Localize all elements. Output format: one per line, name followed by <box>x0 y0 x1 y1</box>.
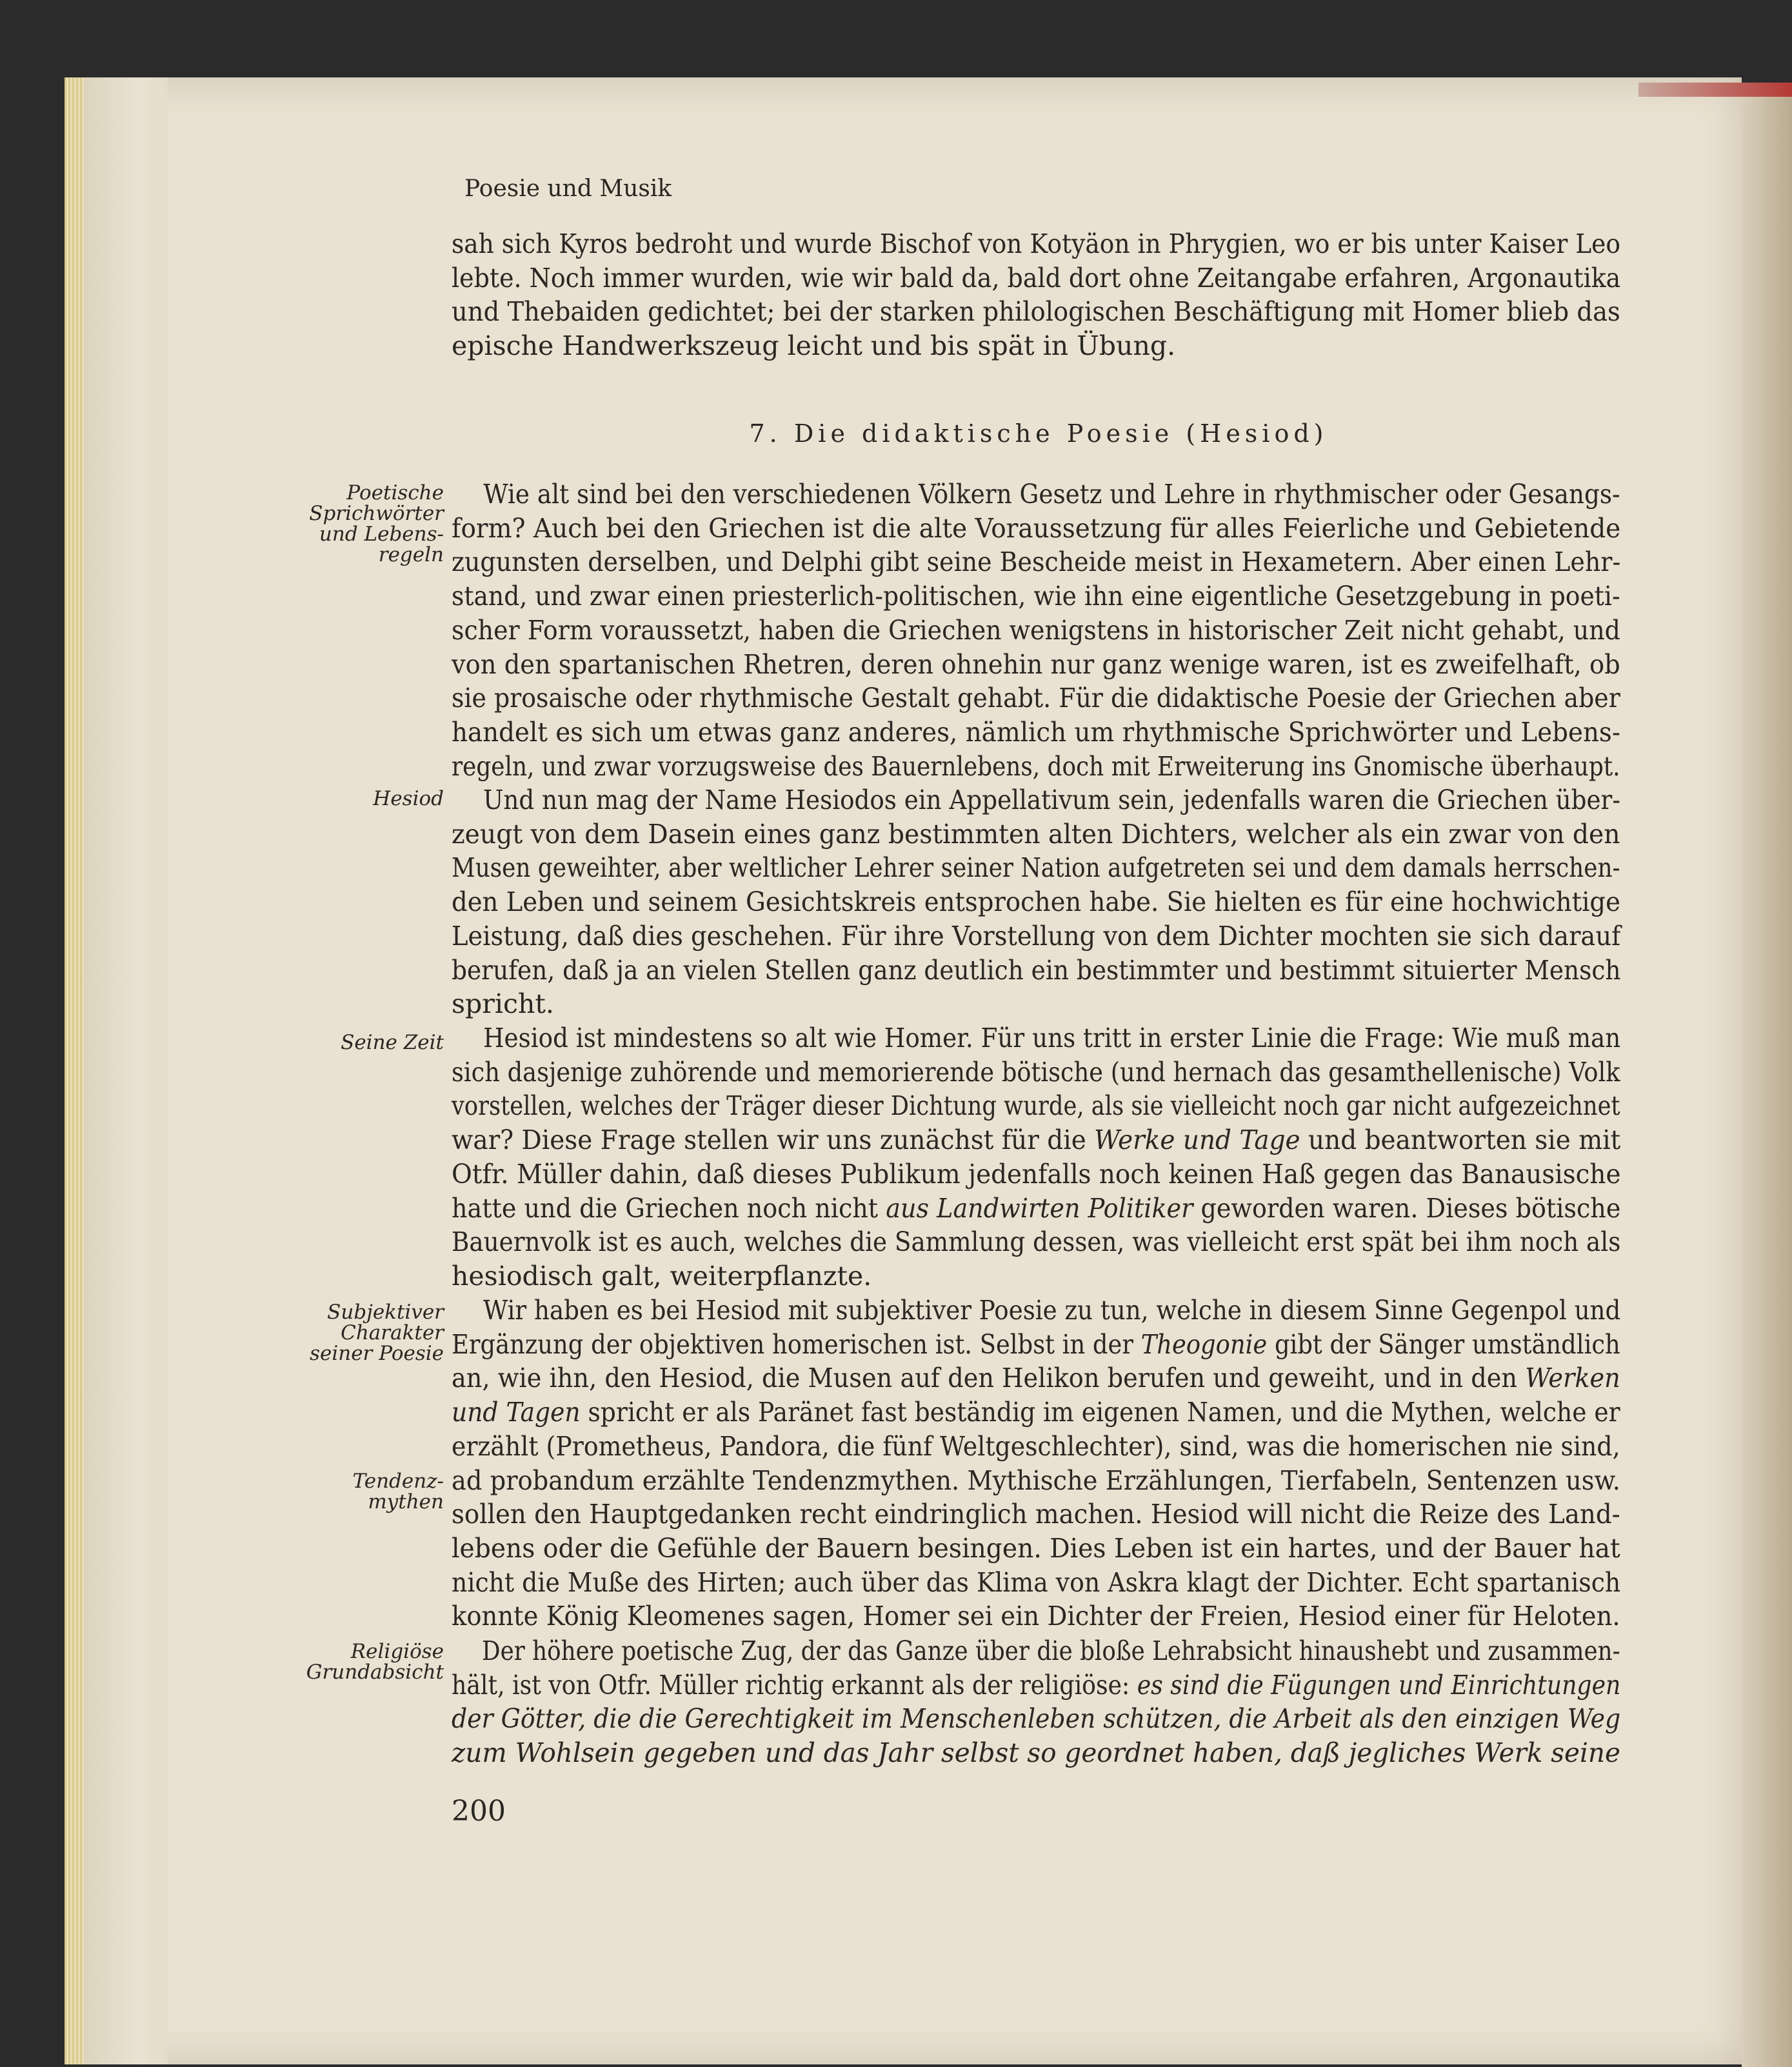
marginal-note-tendenzmythen <box>231 1471 444 1512</box>
text-line: von den spartanischen Rhetren, deren ohnehin nur ganz wenige waren, ist es zweifelhaft, ob <box>452 648 1620 680</box>
note-line: Tendenz- <box>352 1470 444 1493</box>
text-line: zugunsten derselben, und Delphi gibt seine Bescheide meist in Hexametern. Aber einen Lehr- <box>452 546 1621 578</box>
note-line: Religiöse <box>350 1640 444 1663</box>
note-line: Seine Zeit <box>341 1031 444 1054</box>
text-line: zeugt von dem Dasein eines ganz bestimmten alten Dichters, welcher als ein zwar von den <box>452 818 1620 850</box>
text-run: spricht er als Paränet fast beständig im eigenen Namen, und die Mythen, welche er <box>580 1397 1620 1428</box>
text-run: hatte und die Griechen noch nicht <box>452 1192 886 1224</box>
text-line: Wir haben es bei Hesiod mit subjektiver Poesie zu tun, welche in diesem Sinne Gegenpol und <box>483 1295 1621 1326</box>
note-line: Grundabsicht <box>306 1661 444 1684</box>
text-line: lebte. Noch immer wurden, wie wir bald da, bald dort ohne Zeitangabe erfahren, Argonautika <box>452 262 1621 294</box>
paragraph-seine-zeit <box>452 1021 1620 1293</box>
text-line: den Leben und seinem Gesichtskreis entsprochen habe. Sie hielten es für eine hochwichtige <box>452 886 1620 918</box>
note-line: regeln <box>378 543 444 566</box>
facing-page-edge <box>1742 97 1792 2067</box>
text-line: Und nun mag der Name Hesiodos ein Appellativum sein, jedenfalls waren die Griechen über- <box>483 784 1620 815</box>
note-line: und Lebens- <box>319 523 444 546</box>
marginal-note-subjektiver-charakter <box>231 1302 444 1364</box>
text-line: sich dasjenige zuhörende und memorierende bötische (und hernach das gesamthellenische) Volk <box>452 1056 1620 1088</box>
text-line: Der höhere poetische Zug, der das Ganze über die bloße Lehrabsicht hinaushebt und zusammen- <box>482 1635 1620 1666</box>
page-number: 200 <box>452 1795 506 1828</box>
text-line: Hesiod ist mindestens so alt wie Homer. Für uns tritt in erster Linie die Frage: Wie muß man <box>483 1023 1621 1053</box>
text-line: sah sich Kyros bedroht und wurde Bischof von Kotyäon in Phrygien, wo er bis unter Kaiser Leo <box>452 228 1621 259</box>
text-line: spricht. <box>452 988 554 1020</box>
marginal-note-sprichwoerter <box>231 483 444 565</box>
text-line: und Thebaiden gedichtet; bei der starken philologischen Beschäftigung mit Homer blieb das <box>452 296 1620 328</box>
text-run: gibt der Sänger umständlich <box>1267 1328 1620 1360</box>
text-run: war? Diese Frage stellen wir uns zunächst für die <box>452 1124 1095 1156</box>
text-line: regeln, und zwar vorzugsweise des Bauernlebens, doch mit Erweiterung ins Gnomische überhaupt. <box>452 750 1620 782</box>
text-line <box>452 1361 1620 1395</box>
text-line: Otfr. Müller dahin, daß dieses Publikum jedenfalls noch keinen Haß gegen das Banausische <box>452 1158 1621 1190</box>
work-title: und Tagen <box>452 1397 581 1428</box>
paragraph-hesiod <box>452 783 1620 1021</box>
text-line: ad probandum erzählte Tendenzmythen. Mythische Erzählungen, Tierfabeln, Sentenzen usw. <box>452 1464 1620 1496</box>
text-line: scher Form voraussetzt, haben die Griechen wenigstens in historischer Zeit nicht gehabt, und <box>452 614 1620 646</box>
text-line <box>452 1328 1620 1362</box>
emphasis: es sind die Fügungen und Einrichtungen <box>1137 1669 1621 1701</box>
note-line: Charakter <box>341 1321 444 1344</box>
text-line: Bauernvolk ist es auch, welches die Sammlung dessen, was vielleicht erst spät bei ihm noch als <box>452 1226 1621 1258</box>
text-run: Ergänzung der objektiven homerischen ist. Selbst in der <box>452 1328 1141 1360</box>
running-head: Poesie und Musik <box>464 175 672 202</box>
text-line: sie prosaische oder rhythmische Gestalt gehabt. Für die didaktische Poesie der Griechen aber <box>452 683 1620 714</box>
note-line: mythen <box>368 1490 444 1513</box>
text-line: epische Handwerkszeug leicht und bis spät in Übung. <box>452 330 1176 362</box>
text-line: form? Auch bei den Griechen ist die alte Voraussetzung für alles Feierliche und Gebietende <box>452 512 1621 544</box>
text-line: handelt es sich um etwas ganz anderes, nämlich um rhythmische Sprichwörter und Lebens- <box>452 716 1620 748</box>
text-line: erzählt (Prometheus, Pandora, die fünf Weltgeschlechter), sind, was die homerischen nie sind, <box>452 1430 1620 1462</box>
text-line: Wie alt sind bei den verschiedenen Völkern Gesetz und Lehre in rhythmischer oder Gesangs- <box>483 479 1620 510</box>
text-line: Leistung, daß dies geschehen. Für ihre Vorstellung von dem Dichter mochten sie sich darauf <box>452 920 1621 952</box>
text-line: nicht die Muße des Hirten; auch über das Klima von Askra klagt der Dichter. Echt spartanisch <box>452 1566 1621 1598</box>
section-heading: 7. Die didaktische Poesie (Hesiod) <box>749 419 1328 448</box>
text-line: lebens oder die Gefühle der Bauern besingen. Dies Leben ist ein hartes, und der Bauer hat <box>452 1532 1620 1564</box>
note-line: seiner Poesie <box>310 1342 444 1365</box>
text-line: der Götter, die die Gerechtigkeit im Menschenleben schützen, die Arbeit als den einzigen Weg <box>452 1703 1621 1735</box>
emphasis: aus Landwirten Politiker <box>886 1192 1193 1224</box>
text-line: vorstellen, welches der Träger dieser Dichtung wurde, als sie vielleicht noch gar nicht aufgezeichnet <box>452 1090 1620 1122</box>
text-line <box>452 1192 1621 1226</box>
bookmark-ribbon <box>1638 83 1792 97</box>
text-line: Musen geweihter, aber weltlicher Lehrer seiner Nation aufgetreten sei und dem damals herrschen- <box>452 852 1620 884</box>
text-line: konnte König Kleomenes sagen, Homer sei ein Dichter der Freien, Hesiod einer für Heloten. <box>452 1601 1620 1632</box>
paragraph-religioese-grundabsicht <box>452 1634 1620 1770</box>
work-title: Werke und Tage <box>1094 1124 1300 1156</box>
work-title: Werken <box>1525 1363 1620 1394</box>
paragraph-sprichwoerter <box>452 477 1620 783</box>
work-title: Theogonie <box>1140 1328 1268 1360</box>
marginal-note-hesiod <box>231 788 444 809</box>
note-line: Hesiod <box>373 787 444 810</box>
marginal-note-religioese-grundabsicht <box>231 1641 444 1683</box>
text-line: zum Wohlsein gegeben und das Jahr selbst so geordnet haben, daß jegliches Werk seine <box>452 1737 1620 1769</box>
marginal-note-seine-zeit <box>231 1032 444 1053</box>
note-line: Sprichwörter <box>309 502 444 525</box>
note-line: Subjektiver <box>327 1301 444 1324</box>
text-line <box>452 1123 1621 1157</box>
note-line: Poetische <box>346 481 444 504</box>
text-run: an, wie ihn, den Hesiod, die Musen auf den Helikon berufen und geweiht, und in den <box>452 1363 1526 1394</box>
text-line: sollen den Hauptgedanken recht eindringlich machen. Hesiod will nicht die Reize des Land- <box>452 1499 1620 1530</box>
intro-paragraph <box>452 227 1620 363</box>
paragraph-subjektive-poesie <box>452 1293 1620 1633</box>
text-line <box>452 1668 1621 1703</box>
page-edges <box>65 77 84 2064</box>
text-line: stand, und zwar einen priesterlich-politischen, wie ihn eine eigentliche Gesetzgebung in poeti- <box>452 581 1620 612</box>
text-line: hesiodisch galt, weiterpflanzte. <box>452 1260 872 1292</box>
text-run: hält, ist von Otfr. Müller richtig erkannt als der religiöse: <box>452 1669 1137 1701</box>
text-line: berufen, daß ja an vielen Stellen ganz deutlich ein bestimmter und bestimmt situierter Mensch <box>452 954 1621 986</box>
text-run: geworden waren. Dieses bötische <box>1193 1192 1621 1224</box>
text-run: und beantworten sie mit <box>1300 1124 1621 1156</box>
text-line <box>452 1395 1620 1430</box>
